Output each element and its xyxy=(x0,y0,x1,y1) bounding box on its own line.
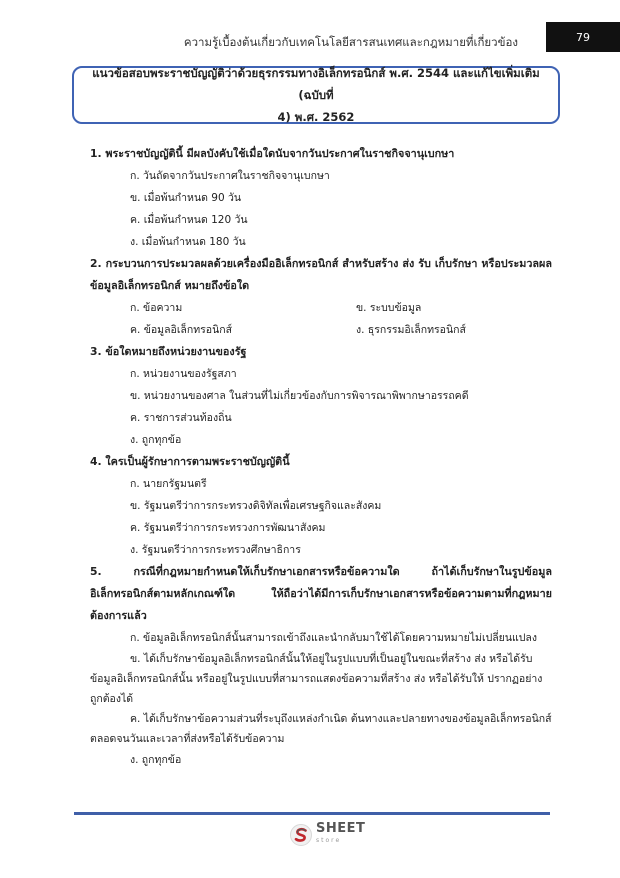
question-4: 4. ใครเป็นผู้รักษาการตามพระราชบัญญัตินี้ xyxy=(90,455,290,468)
section-title-line1: แนวข้อสอบพระราชบัญญัติว่าด้วยธุรกรรมทางอิเล็กทรอนิกส์ พ.ศ. 2544 และแก้ไขเพิ่มเติม (ฉบับที่ xyxy=(92,66,540,102)
question-4-option-d: ง. รัฐมนตรีว่าการกระทรวงศึกษาธิการ xyxy=(130,544,301,556)
question-1-option-b: ข. เมื่อพ้นกำหนด 90 วัน xyxy=(130,192,242,204)
question-1-option-c: ค. เมื่อพ้นกำหนด 120 วัน xyxy=(130,214,248,226)
question-5-option-a: ก. ข้อมูลอิเล็กทรอนิกส์นั้นสามารถเข้าถึงและนำกลับมาใช้ได้โดยความหมายไม่เปลี่ยนแปลง xyxy=(130,632,537,644)
question-3-option-b: ข. หน่วยงานของศาล ในส่วนที่ไม่เกี่ยวข้องกับการพิจารณาพิพากษาอรรถคดี xyxy=(130,390,469,402)
question-5-option-b: ข. ได้เก็บรักษาข้อมูลอิเล็กทรอนิกส์นั้นให้อยู่ในรูปแบบที่เป็นอยู่ในขณะที่สร้าง ส่ง หรือได้รับข้อมูลอิเล็กทรอนิกส์นั้น หรืออยู่ในรูปแบบที่สามารถแสดงข้อความที่สร้าง ส่ง หรือได้รับให้ ปรากฏอย่างถูกต้องได้ xyxy=(90,653,543,705)
brand-name: SHEET xyxy=(316,821,366,836)
running-header-title: ความรู้เบื้องต้นเกี่ยวกับเทคโนโลยีสารสนเทศและกฎหมายที่เกี่ยวข้อง xyxy=(183,35,518,49)
question-3: 3. ข้อใดหมายถึงหน่วยงานของรัฐ xyxy=(90,345,247,358)
question-5-option-c: ค. ได้เก็บรักษาข้อความส่วนที่ระบุถึงแหล่งกำเนิด ต้นทางและปลายทางของข้อมูลอิเล็กทรอนิกส์ ตลอดจนวันและเวลาที่ส่งหรือได้รับข้อความ xyxy=(90,713,552,745)
sheet-store-logo xyxy=(290,823,365,847)
question-2-option-c: ค. ข้อมูลอิเล็กทรอนิกส์ xyxy=(130,324,233,336)
question-4-option-a: ก. นายกรัฐมนตรี xyxy=(130,478,207,490)
question-5: 5. กรณีที่กฎหมายกำหนดให้เก็บรักษาเอกสารหรือข้อความใด ถ้าได้เก็บรักษาในรูปข้อมูลอิเล็กทรอนิกส์ตามหลักเกณฑ์ใด ให้ถือว่าได้มีการเก็บรักษาเอกสารหรือข้อความตามที่กฎหมายต้องการแล้ว xyxy=(90,565,552,622)
question-2: 2. กระบวนการประมวลผลด้วยเครื่องมืออิเล็กทรอนิกส์ สำหรับสร้าง ส่ง รับ เก็บรักษา หรือประมวลผลข้อมูลอิเล็กทรอนิกส์ หมายถึงข้อใด xyxy=(90,257,552,292)
page-number: 79 xyxy=(546,22,620,52)
question-4-option-b: ข. รัฐมนตรีว่าการกระทรวงดิจิทัลเพื่อเศรษฐกิจและสังคม xyxy=(130,500,382,512)
question-3-option-d: ง. ถูกทุกข้อ xyxy=(130,434,182,446)
question-list xyxy=(90,143,552,771)
question-1: 1. พระราชบัญญัตินี้ มีผลบังคับใช้เมื่อใดนับจากวันประกาศในราชกิจจานุเบกษา xyxy=(90,147,455,160)
question-2-option-d: ง. ธุรกรรมอิเล็กทรอนิกส์ xyxy=(356,324,466,336)
question-1-option-d: ง. เมื่อพ้นกำหนด 180 วัน xyxy=(130,236,246,248)
question-2-option-a: ก. ข้อความ xyxy=(130,302,183,314)
sheet-store-logo-icon xyxy=(290,824,312,846)
section-title-line2: 4) พ.ศ. 2562 xyxy=(277,110,355,124)
question-5-option-d: ง. ถูกทุกข้อ xyxy=(130,754,182,766)
question-3-option-a: ก. หน่วยงานของรัฐสภา xyxy=(130,368,237,380)
brand-sub: store xyxy=(316,837,342,844)
question-4-option-c: ค. รัฐมนตรีว่าการกระทรวงการพัฒนาสังคม xyxy=(130,522,326,534)
question-2-option-b: ข. ระบบข้อมูล xyxy=(356,302,422,314)
question-1-option-a: ก. วันถัดจากวันประกาศในราชกิจจานุเบกษา xyxy=(130,170,330,182)
footer-divider xyxy=(74,812,550,815)
section-title-box xyxy=(72,66,560,124)
question-3-option-c: ค. ราชการส่วนท้องถิ่น xyxy=(130,412,232,424)
